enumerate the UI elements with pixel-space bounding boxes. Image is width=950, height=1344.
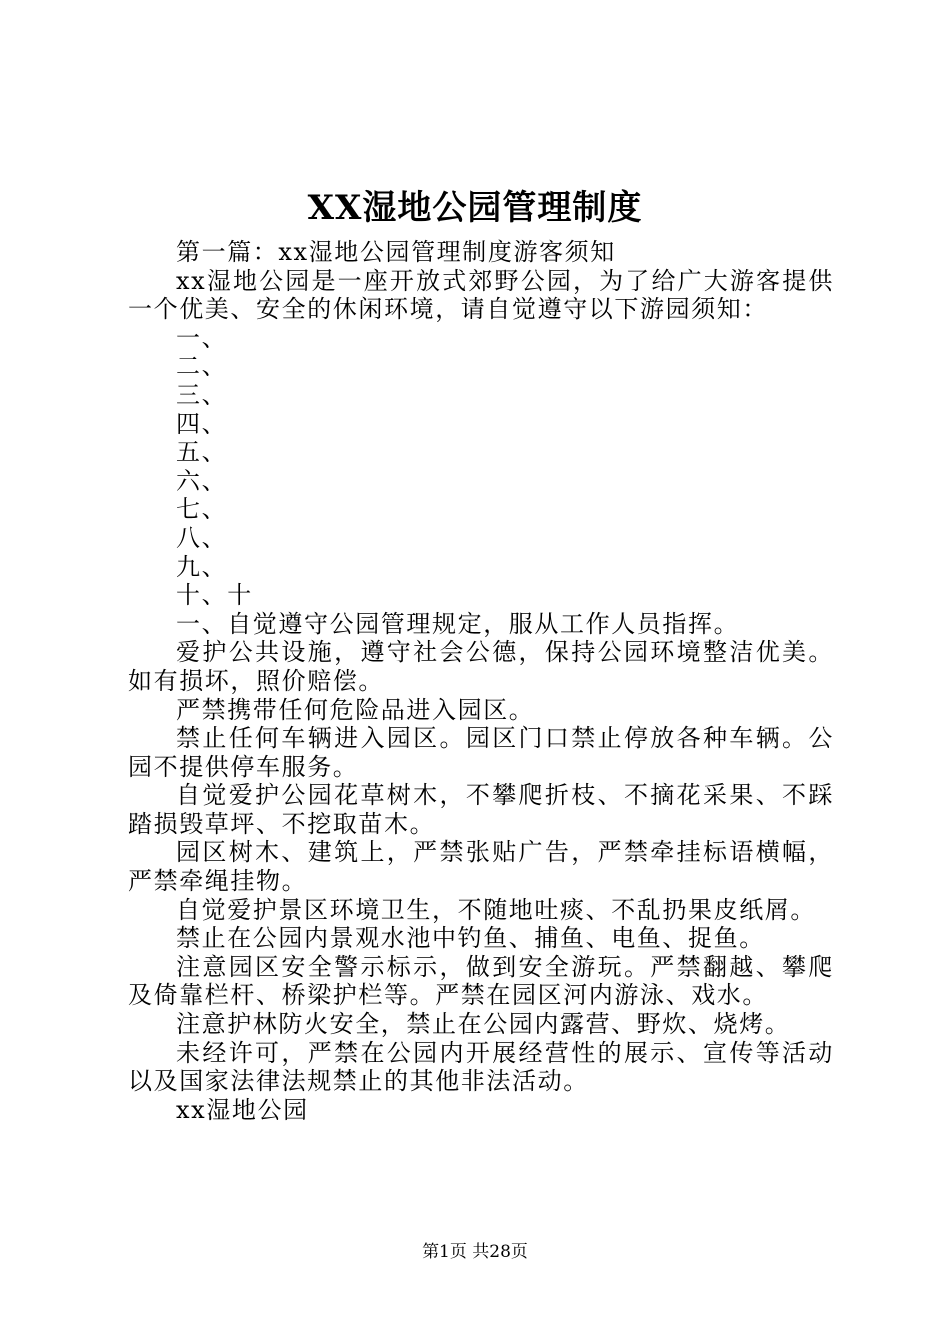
paragraph: 一、自觉遵守公园管理规定，服从工作人员指挥。 xyxy=(176,609,740,638)
document-title: XX湿地公园管理制度 xyxy=(307,188,643,228)
list-item: 十、十 xyxy=(176,581,253,610)
signature: xx湿地公园 xyxy=(176,1095,309,1124)
list-item: 三、 xyxy=(176,380,228,409)
paragraph: 爱护公共设施，遵守社会公德，保持公园环境整洁优美。如有损坏，照价赔偿。 xyxy=(128,638,834,695)
paragraph: 未经许可，严禁在公园内开展经营性的展示、宣传等活动以及国家法律法规禁止的其他非法活动。 xyxy=(128,1038,834,1096)
list-item: 二、 xyxy=(176,352,228,381)
paragraph: 第一篇：xx湿地公园管理制度游客须知 xyxy=(176,238,616,266)
list-item: 七、 xyxy=(176,495,228,524)
list-item: 八、 xyxy=(176,523,228,552)
page-footer: 第1页 共28页 xyxy=(422,1242,528,1262)
paragraph: 严禁携带任何危险品进入园区。 xyxy=(176,695,535,724)
paragraph: 注意园区安全警示标示，做到安全游玩。严禁翻越、攀爬及倚靠栏杆、桥梁护栏等。严禁在园区河内游泳、戏水。 xyxy=(128,952,834,1010)
document-body xyxy=(128,238,834,1124)
list-item: 一、 xyxy=(176,323,228,352)
paragraph: 园区树木、建筑上，严禁张贴广告，严禁牵挂标语横幅，严禁牵绳挂物。 xyxy=(128,838,834,896)
list-item: 四、 xyxy=(176,409,228,438)
paragraph: 注意护林防火安全，禁止在公园内露营、野炊、烧烤。 xyxy=(176,1010,791,1039)
paragraph: 自觉爱护公园花草树木，不攀爬折枝、不摘花采果、不踩踏损毁草坪、不挖取苗木。 xyxy=(128,781,834,838)
paragraph: 禁止任何车辆进入园区。园区门口禁止停放各种车辆。公园不提供停车服务。 xyxy=(128,724,834,781)
paragraph: 自觉爱护景区环境卫生，不随地吐痰、不乱扔果皮纸屑。 xyxy=(176,895,816,924)
paragraph: xx湿地公园是一座开放式郊野公园，为了给广大游客提供一个优美、安全的休闲环境，请自觉遵守以下游园须知： xyxy=(128,266,834,324)
list-item: 六、 xyxy=(176,466,228,495)
paragraph: 禁止在公园内景观水池中钓鱼、捕鱼、电鱼、捉鱼。 xyxy=(176,924,765,953)
list-item: 五、 xyxy=(176,438,228,467)
list-item: 九、 xyxy=(176,552,228,581)
